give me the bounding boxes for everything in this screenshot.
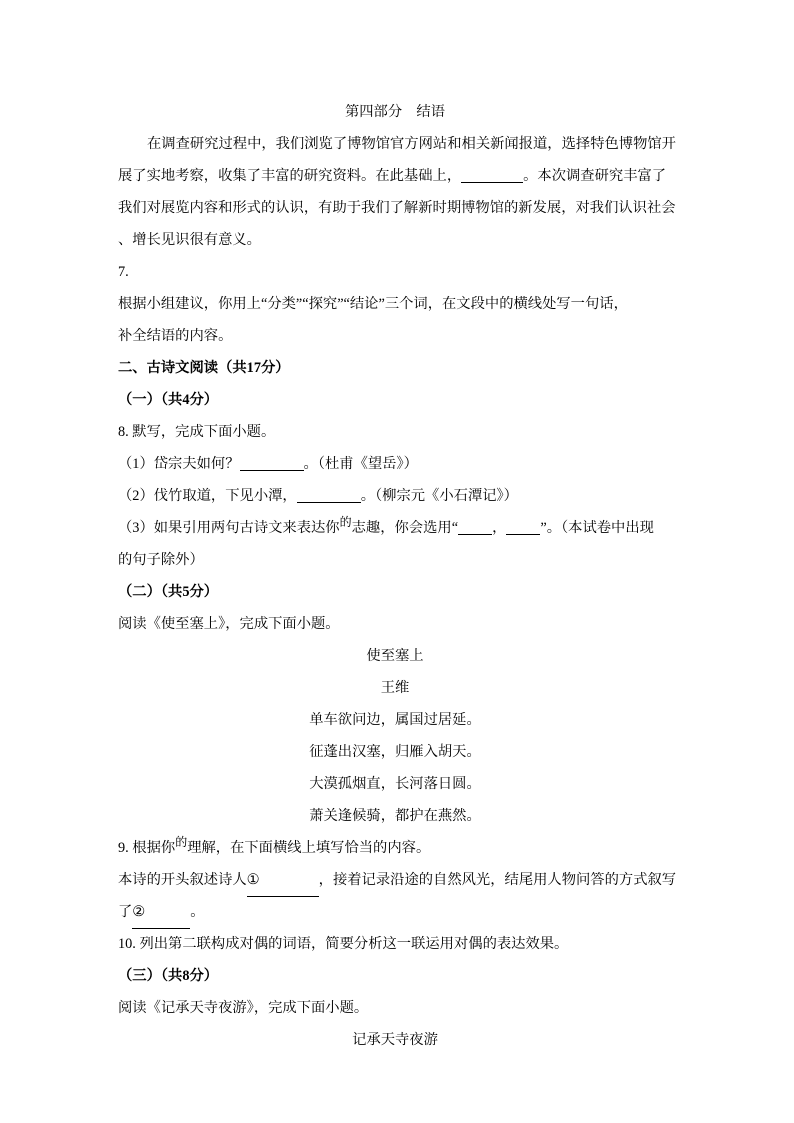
q9-fill-line-1: [118, 864, 677, 896]
answer-blank: [458, 520, 492, 535]
intro-paragraph-line-2: [118, 160, 672, 192]
poem-title: [118, 640, 672, 672]
text-run: （一）（共4分）: [118, 392, 219, 408]
text-run: 志趣，你会选用“: [351, 520, 459, 536]
superscript-char: 的: [339, 515, 352, 529]
q8-item3-line-1: [118, 512, 672, 544]
text-run: 、增长见识很有意义。: [118, 232, 261, 248]
text-run: （1）岱宗夫如何？: [118, 456, 240, 472]
text-run: 第四部分 结语: [344, 104, 446, 120]
text-run: 。（柳宗元《小石潭记》）: [360, 488, 518, 504]
reading2-intro: [118, 992, 672, 1024]
numbered-answer-blank: ①: [247, 864, 319, 897]
q7-text-line-2: [118, 320, 672, 352]
q8-item2: [118, 480, 672, 512]
q8-item3-line-2: [118, 544, 672, 576]
poem-line-3: [118, 768, 672, 800]
answer-blank: [297, 488, 361, 503]
essay-title: [118, 1024, 672, 1056]
text-run: 阅读《记承天寺夜游》，完成下面小题。: [118, 1000, 369, 1016]
q9-fill-line-2: [118, 896, 672, 928]
text-run: 。: [190, 904, 205, 920]
text-run: 。（杜甫《望岳》）: [303, 456, 418, 472]
text-run: 征蓬出汉塞，归雁入胡天。: [309, 744, 481, 760]
text-run: （2）伐竹取道，下见小潭，: [118, 488, 297, 504]
text-run: （3）如果引用两句古诗文来表达你: [118, 520, 340, 536]
section2-heading: [118, 352, 672, 384]
text-run: 本诗的开头叙述诗人: [118, 872, 247, 888]
text-run: ”。（本试卷中出现: [540, 520, 654, 536]
poem-line-4: [118, 800, 672, 832]
text-run: 我们对展览内容和形式的认识，有助于我们了解新时期博物馆的新发展，对我们认识社会: [118, 200, 676, 216]
part3-heading: [118, 960, 672, 992]
text-run: ，接着记录沿途的自然风光，结尾用人物问答的方式叙写: [318, 872, 677, 888]
answer-blank: [506, 520, 540, 535]
superscript-char: 的: [175, 835, 188, 849]
part4-title: [118, 96, 672, 128]
text-run: 了: [118, 904, 133, 920]
text-run: 在调查研究过程中，我们浏览了博物馆官方网站和相关新闻报道，选择特色博物馆开: [147, 136, 676, 152]
intro-paragraph-line-1: [118, 128, 676, 160]
part1-heading: [118, 384, 672, 416]
text-run: 王维: [380, 680, 410, 696]
text-run: 二、古诗文阅读（共17分）: [118, 360, 290, 376]
q7-number: [118, 256, 672, 288]
reading1-intro: [118, 608, 672, 640]
text-run: 使至塞上: [366, 648, 424, 664]
text-run: 单车欲问边，属国过居延。: [309, 712, 481, 728]
text-run: 补全结语的内容。: [118, 328, 233, 344]
numbered-answer-blank: ②: [132, 896, 190, 929]
text-run: 9. 根据你: [118, 840, 176, 856]
q8-item1: [118, 448, 672, 480]
text-run: 根据小组建议，你用上“分类”“探究”“结论”三个词，在文段中的横线处写一句话，: [118, 296, 628, 312]
text-run: 7.: [118, 264, 129, 280]
text-run: （三）（共8分）: [118, 968, 219, 984]
poem-line-1: [118, 704, 672, 736]
q9-intro: [118, 832, 672, 864]
text-run: 大漠孤烟直，长河落日圆。: [309, 776, 481, 792]
poem-line-2: [118, 736, 672, 768]
text-run: （二）（共5分）: [118, 584, 219, 600]
part2-heading: [118, 576, 672, 608]
text-run: 10. 列出第二联构成对偶的词语，简要分析这一联运用对偶的表达效果。: [118, 936, 569, 952]
q7-text-line-1: [118, 288, 672, 320]
text-run: 的句子除外）: [118, 552, 204, 568]
text-run: ，: [492, 520, 507, 536]
text-run: 展了实地考察，收集了丰富的研究资料。在此基础上，: [118, 168, 462, 184]
text-run: 萧关逢候骑，都护在燕然。: [309, 808, 481, 824]
q10-text: [118, 928, 672, 960]
text-run: 8. 默写，完成下面小题。: [118, 424, 276, 440]
answer-blank: [240, 456, 304, 471]
poem-author: [118, 672, 672, 704]
intro-paragraph-line-4: [118, 224, 672, 256]
answer-blank: [461, 168, 523, 183]
intro-paragraph-line-3: [118, 192, 676, 224]
q8-intro: [118, 416, 672, 448]
text-run: 理解，在下面横线上填写恰当的内容。: [187, 840, 431, 856]
text-run: 阅读《使至塞上》，完成下面小题。: [118, 616, 340, 632]
text-run: 。本次调查研究丰富了: [523, 168, 667, 184]
text-run: 记承天寺夜游: [352, 1032, 438, 1048]
